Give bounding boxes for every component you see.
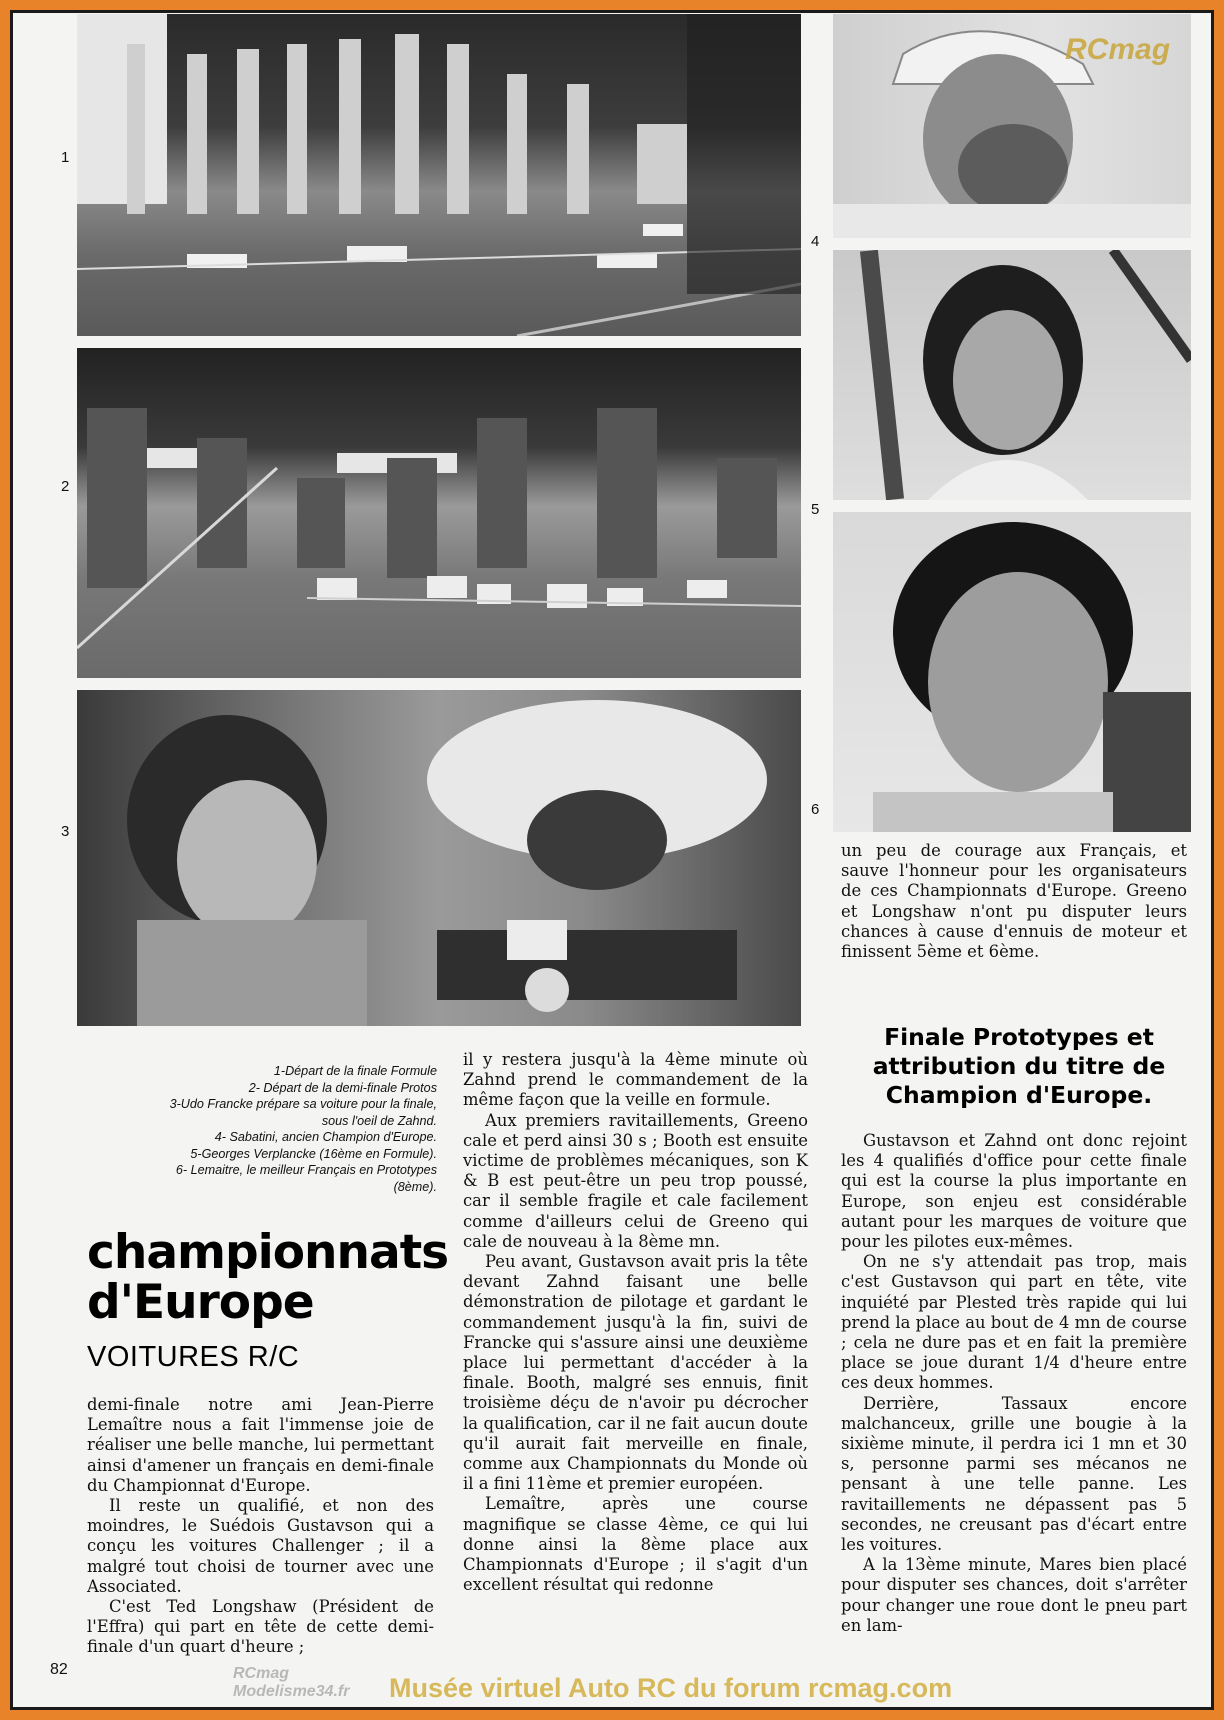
paragraph: Derrière, Tassaux encore malchanceux, grille une bougie à la sixième minute, il perdra ici 1 mn et 30 s, personne parmi ses mécanos ne pensant à une telle panne. Les ravitaillements ne dépassent pas 5 secondes, ne creusant pas d'écart entre les voitures. xyxy=(841,1393,1187,1555)
caption-line: sous l'oeil de Zahnd. xyxy=(321,1113,437,1128)
photo-number-3: 3 xyxy=(61,823,70,840)
photo-6-lemaitre xyxy=(833,512,1191,832)
paragraph: Peu avant, Gustavson avait pris la tête devant Zahnd faisant une belle démonstration de pilotage et gardant le commandement jusqu'à la fin, suivi de Francke qui s'assure ainsi une deuxième place lui permettant d'accéder à la finale. Booth, malgré ses ennuis, finit troisième déçu de n'avoir pu décrocher la qualification, car il ne fait aucun doute qu'il aurait fait merveille en finale, comme aux Championnats du Monde où il a fini 11ème et premier européen. xyxy=(463,1252,808,1494)
paragraph: demi-finale notre ami Jean-Pierre Lemaître nous a fait l'immense joie de réaliser une belle manche, lui permettant ainsi d'amener un français en demi-finale du Championnat d'Europe. xyxy=(87,1395,434,1495)
footer-logo xyxy=(233,1665,383,1701)
photo-number-1: 1 xyxy=(61,149,70,166)
photo-1-drawing xyxy=(77,14,801,336)
page-number: 82 xyxy=(50,1661,68,1678)
photo-number-6: 6 xyxy=(811,801,820,818)
photo-3-francke-zahnd xyxy=(77,690,801,1026)
footer-logo-line-1: RCmag xyxy=(233,1665,290,1682)
column-1 xyxy=(87,1395,434,1658)
photo-6-drawing xyxy=(833,512,1191,832)
photo-5-verplancke xyxy=(833,250,1191,500)
paragraph: Il reste un qualifié, et non des moindres, le Suédois Gustavson qui a conçu les voitures Challenger ; il a malgré tout choisi de tourner avec une Associated. xyxy=(87,1496,434,1596)
column-3 xyxy=(841,1131,1187,1636)
paragraph: On ne s'y attendait pas trop, mais c'est Gustavson qui part en tête, vite inquiété par Plested très rapide qui lui prend la place au bout de 4 mn de course ; cela ne dure pas et en fait la première place se joue durant 1/4 d'heure entre ces deux hommes. xyxy=(841,1252,1187,1393)
title-line-2: d'Europe xyxy=(87,1275,314,1330)
magazine-page xyxy=(10,10,1214,1710)
article-subtitle: VOITURES R/C xyxy=(87,1341,300,1373)
photo-1-race-start xyxy=(77,14,801,336)
caption-line: 2- Départ de la demi-finale Protos xyxy=(248,1080,437,1095)
photo-5-drawing xyxy=(833,250,1191,500)
photo-number-4: 4 xyxy=(811,233,820,250)
article-title xyxy=(87,1225,449,1330)
column-3-top xyxy=(841,841,1187,962)
caption-line: 5-Georges Verplancke (16ème en Formule). xyxy=(190,1146,437,1161)
paragraph: A la 13ème minute, Mares bien placé pour disputer ses chances, doit s'arrêter pour changer une roue dont le pneu part en lam- xyxy=(841,1555,1187,1635)
paragraph: un peu de courage aux Français, et sauve l'honneur pour les organisateurs de ces Championnats d'Europe. Greeno et Longshaw n'ont pu disputer leurs chances à cause d'ennuis de moteur et finissent 5ème et 6ème. xyxy=(841,841,1187,962)
paragraph: Lemaître, après une course magnifique se classe 4ème, ce qui lui donne ainsi la 8ème place aux Championnats d'Europe ; il s'agit d'un excellent résultat qui redonne xyxy=(463,1494,808,1595)
footer-watermark: Musée virtuel Auto RC du forum rcmag.com xyxy=(389,1673,953,1703)
paragraph: Gustavson et Zahnd ont donc rejoint les 4 qualifiés d'office pour cette finale qui est la course la plus importante en Europe, son enjeu est considérable autant pour les marques de voiture que pour les pilotes eux-mêmes. xyxy=(841,1131,1187,1252)
caption-line: 3-Udo Francke prépare sa voiture pour la finale, xyxy=(169,1097,437,1111)
section-title: Finale Prototypes et attribution du titre de Champion d'Europe. xyxy=(872,1023,1166,1109)
caption-line: (8ème). xyxy=(393,1179,437,1194)
caption-line: 6- Lemaitre, le meilleur Français en Prototypes xyxy=(175,1163,437,1177)
photo-captions xyxy=(85,1063,437,1195)
rcmag-watermark-logo: RCmag xyxy=(1065,33,1171,66)
caption-line: 4- Sabatini, ancien Champion d'Europe. xyxy=(214,1130,437,1144)
photo-2-drawing xyxy=(77,348,801,678)
footer-logo-line-2: Modelisme34.fr xyxy=(233,1683,350,1700)
photo-number-5: 5 xyxy=(811,501,820,518)
column-2 xyxy=(463,1050,808,1595)
paragraph: Aux premiers ravitaillements, Greeno cale et perd ainsi 30 s ; Booth est ensuite victime de problèmes mécaniques, son K & B est peut-être un peu trop poussé, car il semble fragile et cale facilement comme d'ailleurs celui de Greeno qui cale de nouveau à la 8ème mn. xyxy=(463,1110,808,1251)
title-line-1: championnats xyxy=(87,1225,449,1280)
photo-2-demi-finale xyxy=(77,348,801,678)
paragraph: C'est Ted Longshaw (Président de l'Effra) qui part en tête de cette demi-finale d'un quart d'heure ; xyxy=(87,1597,434,1657)
caption-line: 1-Départ de la finale Formule xyxy=(273,1064,437,1078)
photo-number-2: 2 xyxy=(61,478,70,495)
paragraph: il y restera jusqu'à la 4ème minute où Zahnd prend le commandement de la même façon que la veille en formule. xyxy=(463,1050,808,1110)
photo-3-drawing xyxy=(77,690,801,1026)
